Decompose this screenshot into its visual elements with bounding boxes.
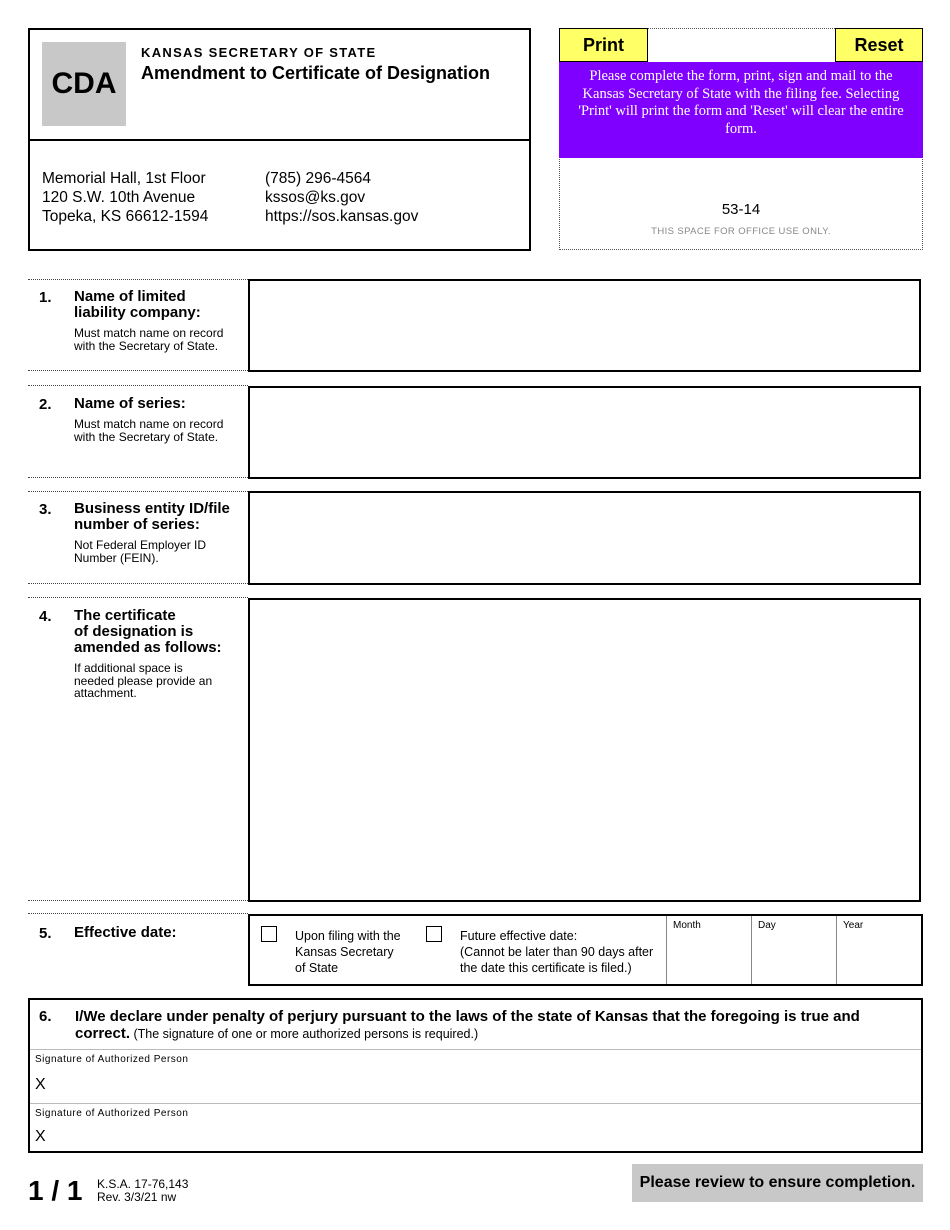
section-divider bbox=[28, 370, 248, 371]
day-input[interactable] bbox=[752, 934, 836, 982]
declaration-note: (The signature of one or more authorized persons is required.) bbox=[130, 1027, 479, 1041]
review-banner: Please review to ensure completion. bbox=[632, 1164, 923, 1202]
year-label: Year bbox=[843, 920, 864, 931]
declaration-text bbox=[75, 1008, 913, 1043]
address-line: 120 S.W. 10th Avenue bbox=[42, 189, 196, 206]
section-label bbox=[74, 608, 222, 656]
address-line: Topeka, KS 66612-1594 bbox=[42, 208, 209, 225]
label-line: amended as follows: bbox=[74, 639, 222, 656]
address-line: Memorial Hall, 1st Floor bbox=[42, 170, 206, 187]
row-divider bbox=[30, 1049, 921, 1050]
label-line: Name of series: bbox=[74, 395, 186, 412]
header-divider bbox=[28, 139, 531, 141]
hint-line: with the Secretary of State. bbox=[74, 429, 219, 444]
label-line: Name of limited bbox=[74, 288, 186, 305]
series-name-field[interactable] bbox=[248, 386, 921, 479]
label-line: liability company: bbox=[74, 304, 201, 321]
option-line: Future effective date: bbox=[460, 929, 578, 943]
section-divider bbox=[28, 279, 248, 280]
signature-field[interactable] bbox=[55, 1120, 915, 1150]
signature-field[interactable] bbox=[55, 1068, 915, 1100]
amendment-text-area[interactable] bbox=[248, 598, 921, 902]
option-line: Upon filing with the bbox=[295, 929, 401, 943]
declaration-bold: correct. bbox=[75, 1025, 131, 1042]
website-url: https://sos.kansas.gov bbox=[265, 208, 419, 225]
section-number: 5. bbox=[39, 925, 52, 942]
email-address: kssos@ks.gov bbox=[265, 189, 366, 206]
year-input[interactable] bbox=[837, 934, 921, 982]
section-divider bbox=[28, 385, 248, 386]
declaration-line: I/We declare under penalty of perjury pursuant to the laws of the state of Kansas that the foregoing is true and bbox=[75, 1008, 860, 1025]
label-line: number of series: bbox=[74, 516, 200, 533]
office-code: 53-14 bbox=[721, 201, 761, 218]
signature-label: Signature of Authorized Person bbox=[35, 1054, 189, 1065]
statute-reference bbox=[97, 1178, 188, 1203]
mailing-address bbox=[42, 169, 208, 226]
section-number: 1. bbox=[39, 289, 52, 306]
revision-line: Rev. 3/3/21 nw bbox=[97, 1189, 177, 1204]
option-line: Kansas Secretary bbox=[295, 945, 394, 959]
row-divider bbox=[30, 1103, 921, 1104]
section-divider bbox=[28, 491, 248, 492]
section-number: 6. bbox=[39, 1008, 52, 1025]
hint-line: If additional space is bbox=[74, 661, 183, 675]
declaration-line bbox=[75, 1025, 913, 1043]
page-title: Amendment to Certificate of Designation bbox=[141, 63, 491, 83]
future-date-label bbox=[460, 928, 653, 976]
month-input[interactable] bbox=[667, 934, 751, 982]
office-use-note: THIS SPACE FOR OFFICE USE ONLY. bbox=[651, 226, 831, 237]
option-line: the date this certificate is filed.) bbox=[460, 961, 632, 975]
hint-line: Must match name on record bbox=[74, 417, 224, 431]
section-label bbox=[74, 289, 201, 321]
llc-name-field[interactable] bbox=[248, 279, 921, 372]
section-number: 4. bbox=[39, 608, 52, 625]
hint-line: Must match name on record bbox=[74, 326, 224, 340]
hint-line: with the Secretary of State. bbox=[74, 338, 219, 353]
entity-id-field[interactable] bbox=[248, 491, 921, 585]
hint-line: Not Federal Employer ID bbox=[74, 538, 207, 552]
agency-name: KANSAS SECRETARY OF STATE bbox=[141, 45, 377, 60]
upon-filing-checkbox[interactable] bbox=[261, 926, 277, 942]
section-number: 2. bbox=[39, 396, 52, 413]
section-label bbox=[74, 396, 186, 412]
label-line: of designation is bbox=[74, 623, 194, 640]
form-code-badge: CDA bbox=[42, 42, 126, 126]
section-label bbox=[74, 501, 230, 533]
future-date-checkbox[interactable] bbox=[426, 926, 442, 942]
section-divider bbox=[28, 477, 248, 478]
signature-mark: X bbox=[35, 1128, 46, 1145]
section-divider bbox=[28, 583, 248, 584]
phone-number: (785) 296-4564 bbox=[265, 170, 371, 187]
upon-filing-label bbox=[295, 928, 401, 976]
day-label: Day bbox=[758, 920, 776, 931]
label-line: Business entity ID/file bbox=[74, 500, 230, 517]
instructions-banner: Please complete the form, print, sign and mail to the Kansas Secretary of State with the filing fee. Selecting 'Print' will print the form and 'Reset' will clear the entire form. bbox=[559, 62, 923, 158]
month-label: Month bbox=[673, 920, 701, 931]
section-hint bbox=[74, 418, 223, 443]
signature-label: Signature of Authorized Person bbox=[35, 1108, 189, 1119]
option-line: (Cannot be later than 90 days after bbox=[460, 945, 654, 959]
section-divider bbox=[28, 900, 248, 901]
reset-button[interactable]: Reset bbox=[835, 28, 923, 62]
statute-line: K.S.A. 17-76,143 bbox=[97, 1177, 189, 1191]
print-button[interactable]: Print bbox=[559, 28, 648, 62]
section-divider bbox=[28, 913, 248, 914]
label-line: The certificate bbox=[74, 607, 176, 624]
page-number: 1 / 1 bbox=[28, 1175, 83, 1206]
hint-line: needed please provide an bbox=[74, 673, 213, 688]
section-label: Effective date: bbox=[74, 924, 177, 941]
hint-line: attachment. bbox=[74, 686, 137, 700]
option-line: of State bbox=[295, 961, 339, 975]
section-hint bbox=[74, 662, 212, 700]
contact-info bbox=[265, 169, 418, 226]
section-number: 3. bbox=[39, 501, 52, 518]
section-divider bbox=[28, 597, 248, 598]
section-hint bbox=[74, 327, 223, 352]
signature-mark: X bbox=[35, 1076, 46, 1093]
section-hint bbox=[74, 539, 206, 564]
hint-line: Number (FEIN). bbox=[74, 550, 159, 565]
